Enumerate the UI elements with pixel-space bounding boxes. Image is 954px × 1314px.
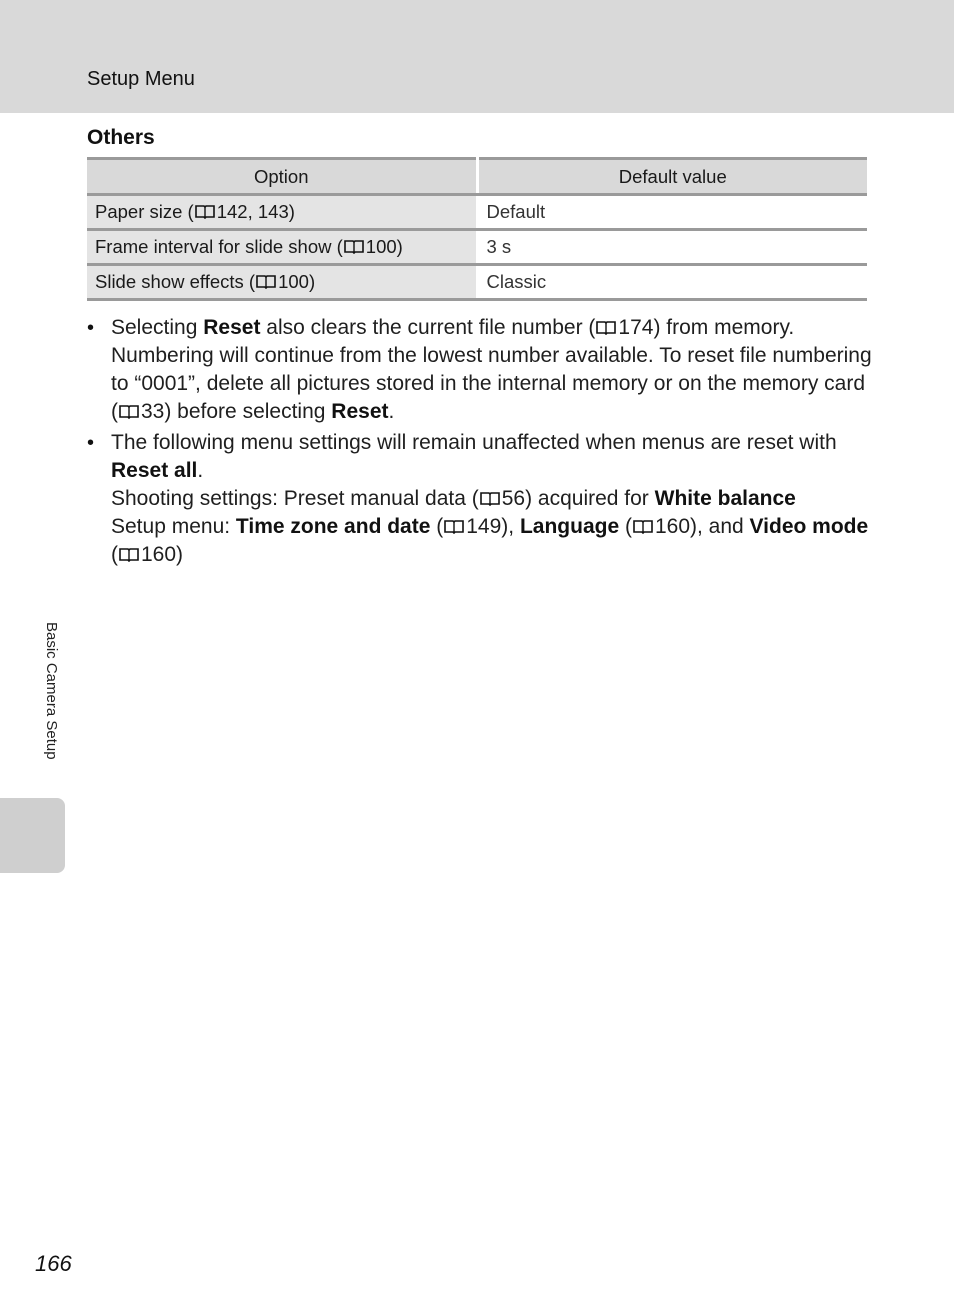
text: Setup menu: bbox=[111, 515, 236, 538]
book-reference-icon bbox=[119, 547, 139, 562]
header-title: Setup Menu bbox=[87, 68, 195, 90]
text: ( bbox=[430, 515, 444, 538]
text: 160) bbox=[141, 543, 184, 566]
bold-text: Video mode bbox=[749, 515, 869, 538]
value-cell: 3 s bbox=[477, 230, 867, 265]
book-reference-icon bbox=[444, 519, 464, 534]
text: . bbox=[197, 459, 204, 482]
book-reference-icon bbox=[633, 519, 653, 534]
settings-table bbox=[87, 157, 867, 301]
text: 56) acquired for bbox=[501, 487, 655, 510]
bullet-dot-icon: • bbox=[87, 432, 95, 454]
text: 149), bbox=[466, 515, 520, 538]
text: Selecting bbox=[111, 316, 204, 339]
option-text: Paper size ( bbox=[95, 201, 194, 222]
book-reference-icon bbox=[256, 274, 276, 289]
text: 174) from memory. Numbering will continue from the lowest number available. To reset file numbering to “0001”, delete all pictures stored in the internal memory or on the memory card ( bbox=[111, 316, 872, 423]
book-reference-icon bbox=[480, 491, 500, 506]
bold-text: White balance bbox=[654, 487, 796, 510]
sidebar-section-tab bbox=[0, 798, 65, 873]
option-ref: 142, 143) bbox=[216, 201, 295, 222]
page-number: 166 bbox=[35, 1251, 72, 1276]
option-ref: 100) bbox=[278, 271, 316, 292]
option-text: Slide show effects ( bbox=[95, 271, 256, 292]
bullet-item-reset-all bbox=[87, 429, 877, 569]
option-cell bbox=[87, 265, 477, 300]
table-row bbox=[87, 230, 867, 265]
table-row bbox=[87, 195, 867, 230]
text: also clears the current file number ( bbox=[260, 316, 596, 339]
option-cell bbox=[87, 230, 477, 265]
book-reference-icon bbox=[119, 404, 139, 419]
text: The following menu settings will remain unaffected when menus are reset with bbox=[111, 431, 837, 454]
bullet-item-reset bbox=[87, 314, 877, 426]
bold-text: Reset bbox=[331, 400, 389, 423]
bold-text: Language bbox=[519, 515, 620, 538]
header-band bbox=[0, 0, 954, 113]
text: Shooting settings: Preset manual data ( bbox=[111, 487, 479, 510]
bullet-dot-icon: • bbox=[87, 317, 95, 339]
bold-text: Time zone and date bbox=[235, 515, 431, 538]
option-ref: 100) bbox=[365, 236, 403, 257]
table-row bbox=[87, 265, 867, 300]
book-reference-icon bbox=[195, 204, 215, 219]
text: ( bbox=[619, 515, 632, 538]
text: 33) before selecting bbox=[141, 400, 332, 423]
bold-text: Reset bbox=[203, 316, 261, 339]
section-title: Others bbox=[87, 126, 155, 149]
table-header-row bbox=[87, 159, 867, 195]
value-cell: Classic bbox=[477, 265, 867, 300]
text: 160), and bbox=[654, 515, 750, 538]
option-text: Frame interval for slide show ( bbox=[95, 236, 343, 257]
text: ( bbox=[111, 543, 118, 566]
sidebar-section-label: Basic Camera Setup bbox=[43, 622, 60, 760]
text: . bbox=[388, 400, 395, 423]
value-cell: Default bbox=[477, 195, 867, 230]
bullet-list bbox=[87, 314, 877, 572]
column-header-default: Default value bbox=[477, 159, 867, 195]
bold-text: Reset all bbox=[111, 459, 198, 482]
option-cell bbox=[87, 195, 477, 230]
book-reference-icon bbox=[344, 239, 364, 254]
book-reference-icon bbox=[596, 320, 616, 335]
column-header-option: Option bbox=[87, 159, 477, 195]
